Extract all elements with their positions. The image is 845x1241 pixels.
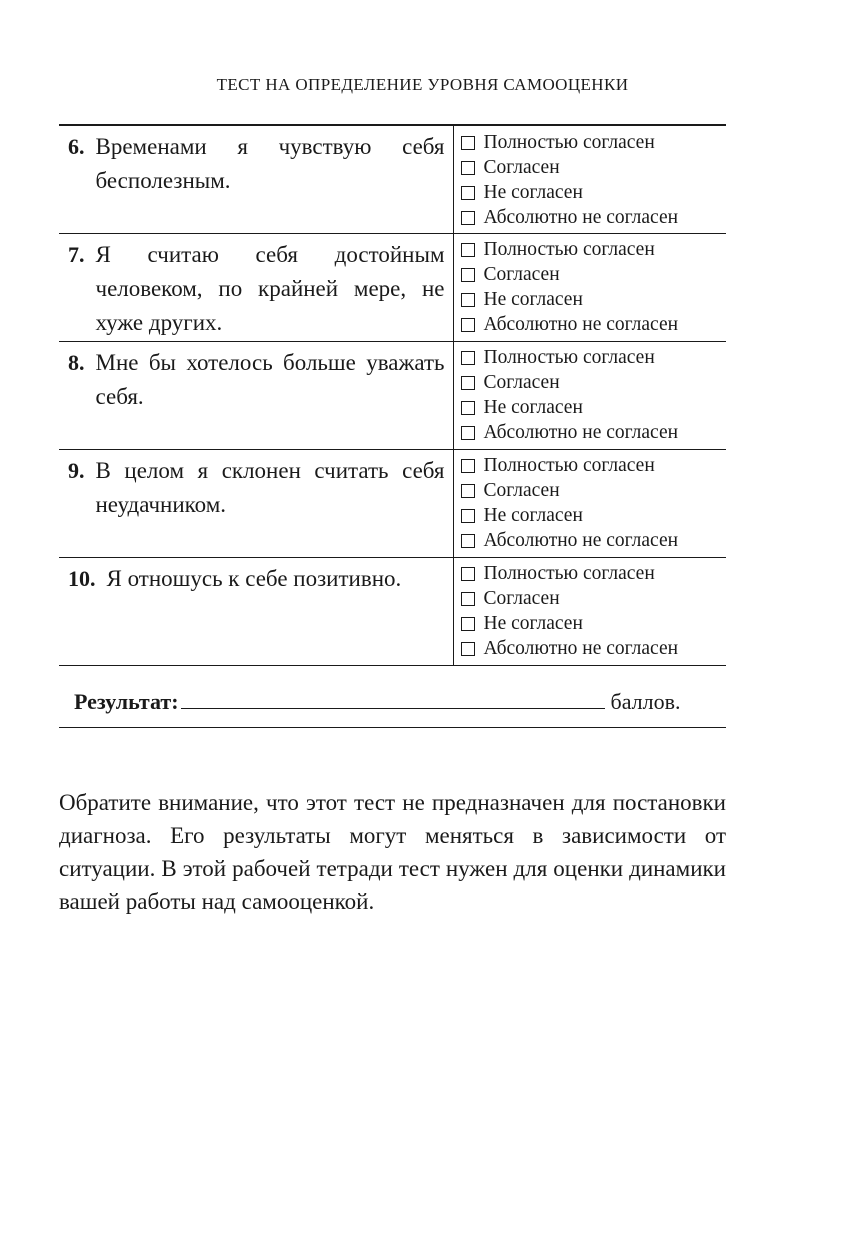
checkbox-icon[interactable]: [461, 426, 475, 440]
checkbox-icon[interactable]: [461, 161, 475, 175]
question-row-10: [59, 557, 726, 665]
result-score-blank[interactable]: [181, 686, 605, 709]
result-line: [74, 686, 726, 715]
option-strongly-disagree[interactable]: Абсолютно не согласен: [461, 421, 727, 446]
option-strongly-disagree[interactable]: Абсолютно не согласен: [461, 529, 727, 554]
checkbox-icon[interactable]: [461, 509, 475, 523]
option-agree[interactable]: Согласен: [461, 155, 727, 180]
option-agree[interactable]: Согласен: [461, 587, 727, 612]
checkbox-icon[interactable]: [461, 211, 475, 225]
question-number: 7.: [68, 241, 85, 267]
checkbox-icon[interactable]: [461, 567, 475, 581]
question-text: В целом я склонен считать себя неудачником.: [95, 457, 445, 517]
option-agree[interactable]: Согласен: [461, 263, 727, 288]
note-paragraph: Обратите внимание, что этот тест не предназначен для постановки диагноза. Его результаты могут меняться в зависимости от ситуации. В этой рабочей тетради тест нужен для оценки динамики вашей работы над самооценкой.: [59, 790, 726, 914]
checkbox-icon[interactable]: [461, 376, 475, 390]
running-head: ТЕСТ НА ОПРЕДЕЛЕНИЕ УРОВНЯ САМООЦЕНКИ: [216, 75, 629, 94]
option-agree[interactable]: Согласен: [461, 479, 727, 504]
checkbox-icon[interactable]: [461, 534, 475, 548]
option-strongly-disagree[interactable]: Абсолютно не согласен: [461, 205, 727, 230]
result-unit: баллов.: [610, 689, 681, 714]
option-fully-agree[interactable]: Полностью согласен: [461, 454, 727, 479]
option-disagree[interactable]: Не согласен: [461, 612, 727, 637]
option-fully-agree[interactable]: Полностью согласен: [461, 130, 727, 155]
option-disagree[interactable]: Не согласен: [461, 396, 727, 421]
option-disagree[interactable]: Не согласен: [461, 288, 727, 313]
question-text: Временами я чувствую себя бесполезным.: [95, 134, 445, 193]
question-number: 10.: [68, 565, 96, 591]
question-row-7: [59, 233, 726, 341]
checkbox-icon[interactable]: [461, 617, 475, 631]
option-fully-agree[interactable]: Полностью согласен: [461, 562, 727, 587]
option-disagree[interactable]: Не согласен: [461, 180, 727, 205]
question-row-9: [59, 449, 726, 557]
option-disagree[interactable]: Не согласен: [461, 504, 727, 529]
option-strongly-disagree[interactable]: Абсолютно не согласен: [461, 313, 727, 338]
option-fully-agree[interactable]: Полностью согласен: [461, 346, 727, 371]
question-text: Мне бы хотелось больше уважать себя.: [95, 349, 445, 409]
checkbox-icon[interactable]: [461, 243, 475, 257]
questionnaire-table: [59, 124, 726, 666]
option-fully-agree[interactable]: Полностью согласен: [461, 238, 727, 263]
checkbox-icon[interactable]: [461, 484, 475, 498]
question-number: 8.: [68, 349, 85, 375]
result-divider: [59, 727, 726, 728]
question-number: 9.: [68, 457, 85, 483]
checkbox-icon[interactable]: [461, 592, 475, 606]
question-number: 6.: [68, 134, 85, 159]
question-row-8: [59, 341, 726, 449]
result-label: Результат:: [74, 689, 179, 714]
checkbox-icon[interactable]: [461, 642, 475, 656]
checkbox-icon[interactable]: [461, 136, 475, 150]
checkbox-icon[interactable]: [461, 351, 475, 365]
option-strongly-disagree[interactable]: Абсолютно не согласен: [461, 637, 727, 662]
question-row-6: [59, 125, 726, 233]
option-agree[interactable]: Согласен: [461, 371, 727, 396]
question-text: Я считаю себя достойным человеком, по крайней мере, не хуже других.: [95, 241, 445, 335]
checkbox-icon[interactable]: [461, 459, 475, 473]
checkbox-icon[interactable]: [461, 401, 475, 415]
checkbox-icon[interactable]: [461, 186, 475, 200]
checkbox-icon[interactable]: [461, 268, 475, 282]
checkbox-icon[interactable]: [461, 318, 475, 332]
question-text: Я отношусь к себе позитивно.: [106, 565, 402, 591]
checkbox-icon[interactable]: [461, 293, 475, 307]
